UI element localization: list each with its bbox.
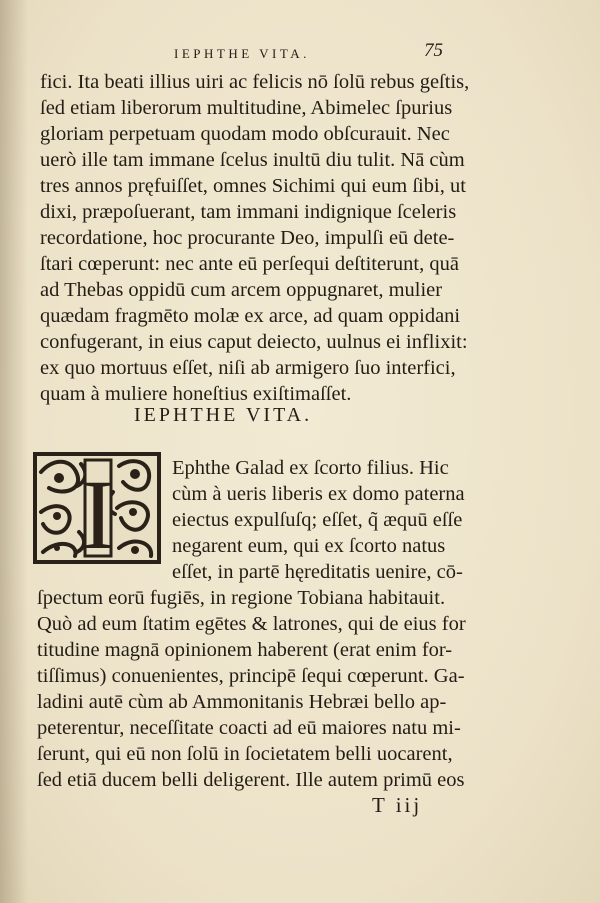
text-line: recordatione, hoc procurante Deo, impulſi eū dete-: [40, 227, 455, 249]
text-line: ex quo mortuus eſſet, niſi ab armigero ſuo interfici,: [40, 357, 456, 379]
running-head: IEPHTHE VITA.: [174, 46, 310, 61]
text-line: negarent eum, qui ex ſcorto natus: [172, 535, 446, 557]
text-line: tiſſimus) conuenientes, principē ſequi cœperunt. Ga-: [37, 665, 465, 687]
text-line: gloriam perpetuam quodam modo obſcurauit. Nec: [40, 123, 450, 145]
woodcut-initial-icon: [33, 452, 161, 564]
text-line: ad Thebas oppidū cum arcem oppugnaret, mulier: [40, 279, 443, 301]
text-line: ſtari cœperunt: nec ante eū perſequi deſtiterunt, quā: [40, 253, 459, 275]
text-line: dixi, præpoſuerant, tam immani indignique ſceleris: [40, 201, 457, 223]
text-line: ſed etiā ducem belli deligerent. Ille autem primū eos: [37, 769, 465, 791]
folio-number: 75: [424, 40, 443, 61]
section-heading: IEPHTHE VITA.: [134, 404, 313, 426]
page-header: [0, 38, 600, 68]
text-line: ladini autē cùm ab Ammonitanis Hebræi bello ap-: [37, 691, 447, 713]
text-line: eſſet, in partē hęreditatis uenire, cō-: [172, 561, 463, 583]
text-line: tres annos pręfuiſſet, omnes Sichimi qui eum ſibi, ut: [40, 175, 466, 197]
text-line: quædam fragmēto molæ ex arce, ad quam oppidani: [40, 305, 461, 327]
text-line: ſpectum eorū fugiēs, in regione Tobiana habitauit.: [37, 587, 446, 609]
initial-letter: I: [81, 459, 115, 564]
text-line: cùm à ueris liberis ex domo paterna: [172, 483, 465, 505]
text-line: uerò ille tam immane ſcelus inultū diu tulit. Nā cùm: [40, 149, 465, 171]
text-line: ſerunt, qui eū non ſolū in ſocietatem belli uocarent,: [37, 743, 453, 765]
text-line: quam à muliere honeſtius exiſtimaſſet.: [40, 383, 352, 405]
text-line: Quò ad eum ſtatim egētes & latrones, qui de eius for: [37, 613, 466, 635]
text-line: eiectus expulſuſq; eſſet, q̃ æquū eſſe: [172, 509, 463, 531]
text-line: ſed etiam liberorum multitudine, Abimelec ſpurius: [40, 97, 453, 119]
text-line: fici. Ita beati illius uiri ac felicis nō ſolū rebus geſtis,: [40, 71, 470, 93]
text-line: Ephthe Galad ex ſcorto filius. Hic: [172, 457, 449, 479]
text-line: peterentur, neceſſitate coacti ad eū maiores natu mi-: [37, 717, 461, 739]
text-line: confugerant, in eius caput deiecto, uulnus ei inflixit:: [40, 331, 468, 353]
signature-mark: T iij: [372, 793, 423, 817]
text-line: titudine magnā opinionem haberent (erat enim for-: [37, 639, 453, 661]
